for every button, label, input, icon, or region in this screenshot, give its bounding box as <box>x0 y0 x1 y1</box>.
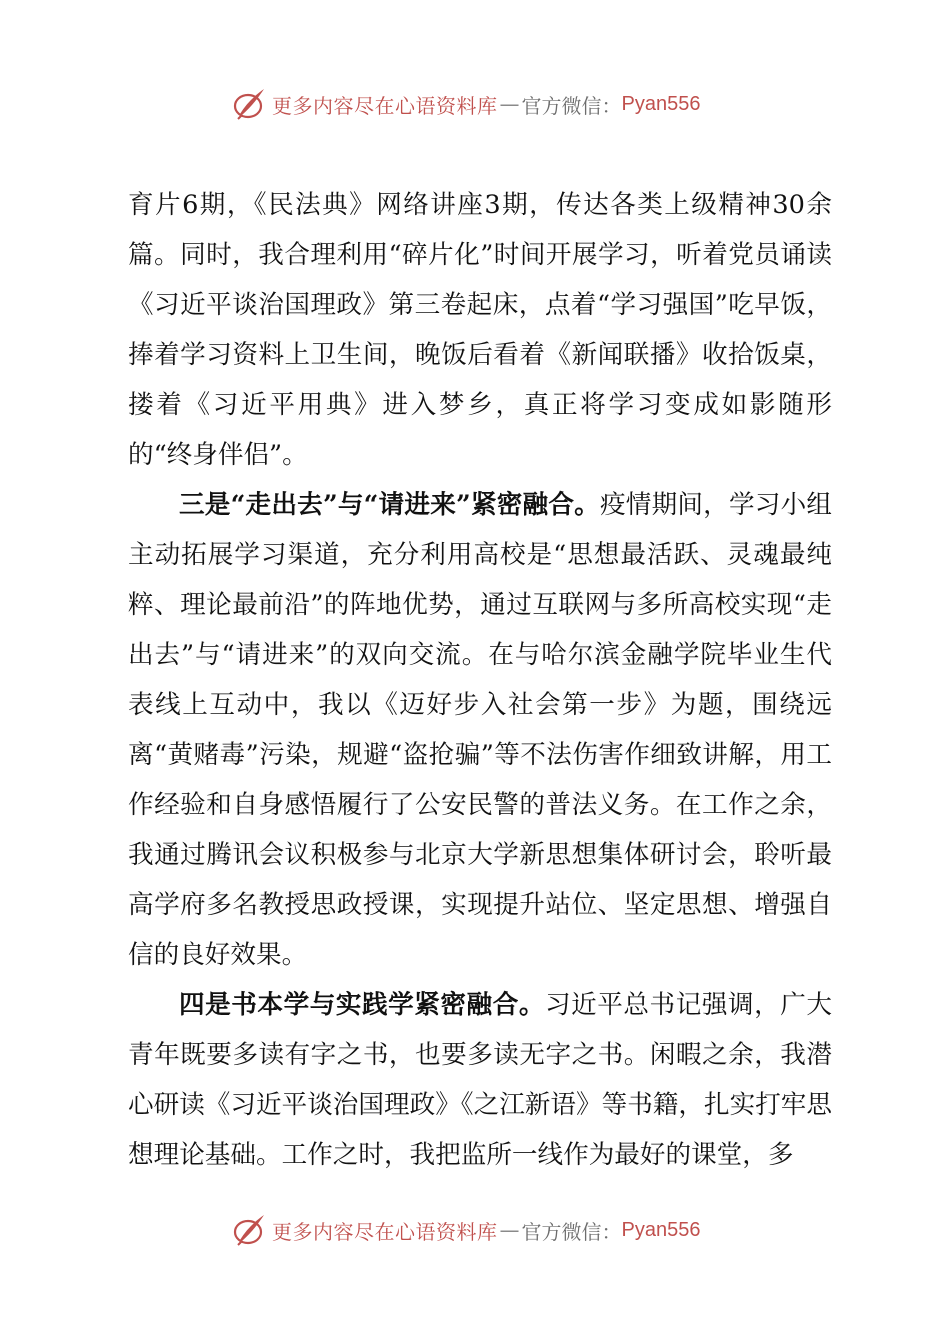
footer-separator: — <box>499 1218 520 1242</box>
paragraph-3-text: 习近平总书记强调，广大青年既要多读有字之书，也要多读无字之书。闲暇之余，我潜心研读《习近平谈治国理政》《之江新语》等书籍，扎实打牢思想理论基础。工作之时，我把监所一线作为最好的课堂，多 <box>128 990 832 1170</box>
paragraph-3 <box>128 980 832 1180</box>
paragraph-1: 育片6期，《民法典》网络讲座3期，传达各类上级精神30余篇。同时，我合理利用“碎片化”时间开展学习，听着党员诵读《习近平谈治国理政》第三卷起床，点着“学习强国”吃早饭，捧着学习资料上卫生间，晚饭后看着《新闻联播》收拾饭桌，搂着《习近平用典》进入梦乡，真正将学习变成如影随形的“终身伴侣”。 <box>128 190 832 470</box>
paragraph-2-heading: 三是“走出去”与“请进来”紧密融合。 <box>179 490 600 520</box>
footer-account: Pyan556 <box>621 1218 701 1241</box>
footer-site-text: 更多内容尽在心语资料库 <box>272 1219 498 1244</box>
header-wechat-label: 官方微信： <box>521 93 622 118</box>
quill-pen-logo-icon <box>232 86 268 122</box>
header-separator: — <box>499 92 520 116</box>
quill-pen-logo-icon <box>232 1212 268 1248</box>
footer-wechat-label: 官方微信： <box>521 1219 622 1244</box>
paragraph-3-heading: 四是书本学与实践学紧密融合。 <box>179 990 545 1020</box>
header-site-text: 更多内容尽在心语资料库 <box>272 93 498 118</box>
header-account: Pyan556 <box>621 92 701 115</box>
header-banner <box>232 84 752 124</box>
paragraph-2 <box>128 480 832 980</box>
paragraph-2-text: 疫情期间，学习小组主动拓展学习渠道，充分利用高校是“思想最活跃、灵魂最纯粹、理论最前沿”的阵地优势，通过互联网与多所高校实现“走出去”与“请进来”的双向交流。在与哈尔滨金融学院毕业生代表线上互动中，我以《迈好步入社会第一步》为题，围绕远离“黄赌毒”污染，规避“盗抢骗”等不法伤害作细致讲解，用工作经验和自身感悟履行了公安民警的普法义务。在工作之余，我通过腾讯会议积极参与北京大学新思想集体研讨会，聆听最高学府多名教授思政授课，实现提升站位、坚定思想、增强自信的良好效果。 <box>128 490 832 970</box>
footer-banner <box>232 1210 752 1250</box>
document-body <box>128 180 832 1180</box>
